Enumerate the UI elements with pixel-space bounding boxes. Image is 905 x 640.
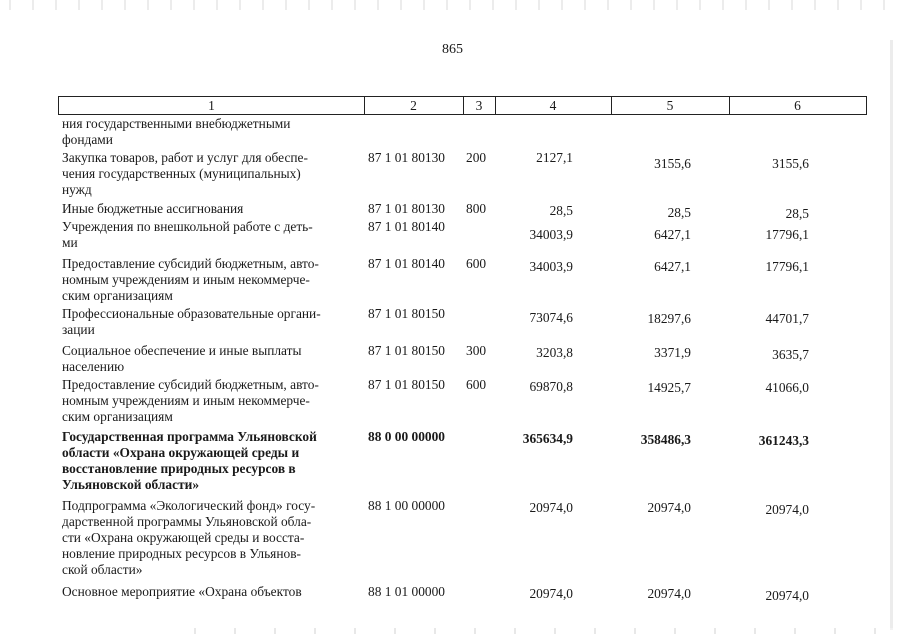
row-value-5: 358486,3: [640, 432, 691, 447]
row-expense-type: 600: [466, 256, 487, 271]
row-name: Подпрограмма «Экологический фонд» госу- дарственной программы Ульяновской обла- сти «Охрана окружающей среды и восста- новление природных ресурсов в Ульянов- ской области»: [62, 498, 316, 577]
column-header-1: 1: [208, 98, 215, 113]
row-expense-type: 800: [466, 201, 487, 216]
row-value-4: 20974,0: [529, 586, 573, 601]
row-value-5: 3371,9: [654, 345, 691, 360]
scan-artifact-top: [0, 0, 905, 10]
row-value-6: 44701,7: [765, 311, 809, 326]
column-header-2: 2: [410, 98, 417, 113]
row-value-4: 20974,0: [529, 500, 573, 515]
page-number: 865: [442, 42, 463, 57]
row-value-5: 6427,1: [654, 227, 691, 242]
row-target-code: 87 1 01 80150: [368, 306, 445, 321]
row-value-6: 17796,1: [765, 227, 809, 242]
row-value-4: 365634,9: [522, 431, 573, 446]
column-header-3: 3: [475, 98, 483, 113]
row-target-code: 87 1 01 80140: [368, 219, 445, 234]
row-name: Предоставление субсидий бюджетным, авто- номным учреждениям и иным некоммерче- ским организациям: [62, 377, 319, 424]
column-header-5: 5: [666, 98, 674, 113]
row-value-6: 20974,0: [765, 502, 809, 517]
row-expense-type: 300: [466, 343, 487, 358]
row-expense-type: 600: [466, 377, 487, 392]
row-target-code: 87 1 01 80130: [368, 150, 445, 165]
row-value-6: 20974,0: [765, 588, 809, 603]
row-value-6: 361243,3: [758, 433, 809, 448]
row-value-5: 20974,0: [647, 500, 691, 515]
row-value-5: 18297,6: [647, 311, 691, 326]
scan-artifact-bottom: [180, 628, 900, 634]
scan-artifact-right: [890, 40, 893, 630]
row-value-5: 14925,7: [647, 380, 691, 395]
row-value-6: 3155,6: [772, 156, 809, 171]
row-value-4: 69870,8: [529, 379, 573, 394]
table-column-header: [58, 96, 867, 115]
row-value-4: 34003,9: [529, 227, 573, 242]
row-value-4: 3203,8: [536, 345, 573, 360]
row-name: Учреждения по внешкольной работе с деть- ми: [62, 219, 313, 250]
row-target-code: 88 1 01 00000: [368, 584, 445, 599]
row-name: Социальное обеспечение и иные выплаты населению: [62, 343, 302, 374]
row-value-4: 34003,9: [529, 259, 573, 274]
row-name: Предоставление субсидий бюджетным, авто- номным учреждениям и иным некоммерче- ским организациям: [62, 256, 319, 303]
row-name: ния государственными внебюджетными фондами: [62, 116, 291, 147]
row-target-code: 88 1 00 00000: [368, 498, 445, 513]
row-value-6: 3635,7: [772, 347, 809, 362]
row-name: Основное мероприятие «Охрана объектов: [62, 584, 302, 599]
row-name: Закупка товаров, работ и услуг для обеспе- чения государственных (муниципальных) нужд: [62, 150, 308, 197]
row-value-5: 6427,1: [654, 259, 691, 274]
row-target-code: 87 1 01 80140: [368, 256, 445, 271]
row-target-code: 87 1 01 80130: [368, 201, 445, 216]
row-value-4: 2127,1: [536, 150, 573, 165]
row-name: Иные бюджетные ассигнования: [62, 201, 244, 216]
row-target-code: 88 0 00 00000: [368, 429, 445, 444]
column-header-6: 6: [794, 98, 801, 113]
row-value-6: 41066,0: [765, 380, 809, 395]
row-value-4: 73074,6: [529, 310, 573, 325]
row-value-5: 28,5: [667, 205, 691, 220]
row-value-6: 28,5: [785, 206, 809, 221]
row-value-5: 3155,6: [654, 156, 691, 171]
row-name: Государственная программа Ульяновской области «Охрана окружающей среды и восстановление природных ресурсов в Ульяновской области»: [62, 429, 317, 492]
row-value-4: 28,5: [549, 203, 573, 218]
row-target-code: 87 1 01 80150: [368, 343, 445, 358]
row-target-code: 87 1 01 80150: [368, 377, 445, 392]
row-name: Профессиональные образовательные органи- зации: [62, 306, 321, 337]
row-expense-type: 200: [466, 150, 487, 165]
column-header-4: 4: [549, 98, 557, 113]
row-value-5: 20974,0: [647, 586, 691, 601]
row-value-6: 17796,1: [765, 259, 809, 274]
